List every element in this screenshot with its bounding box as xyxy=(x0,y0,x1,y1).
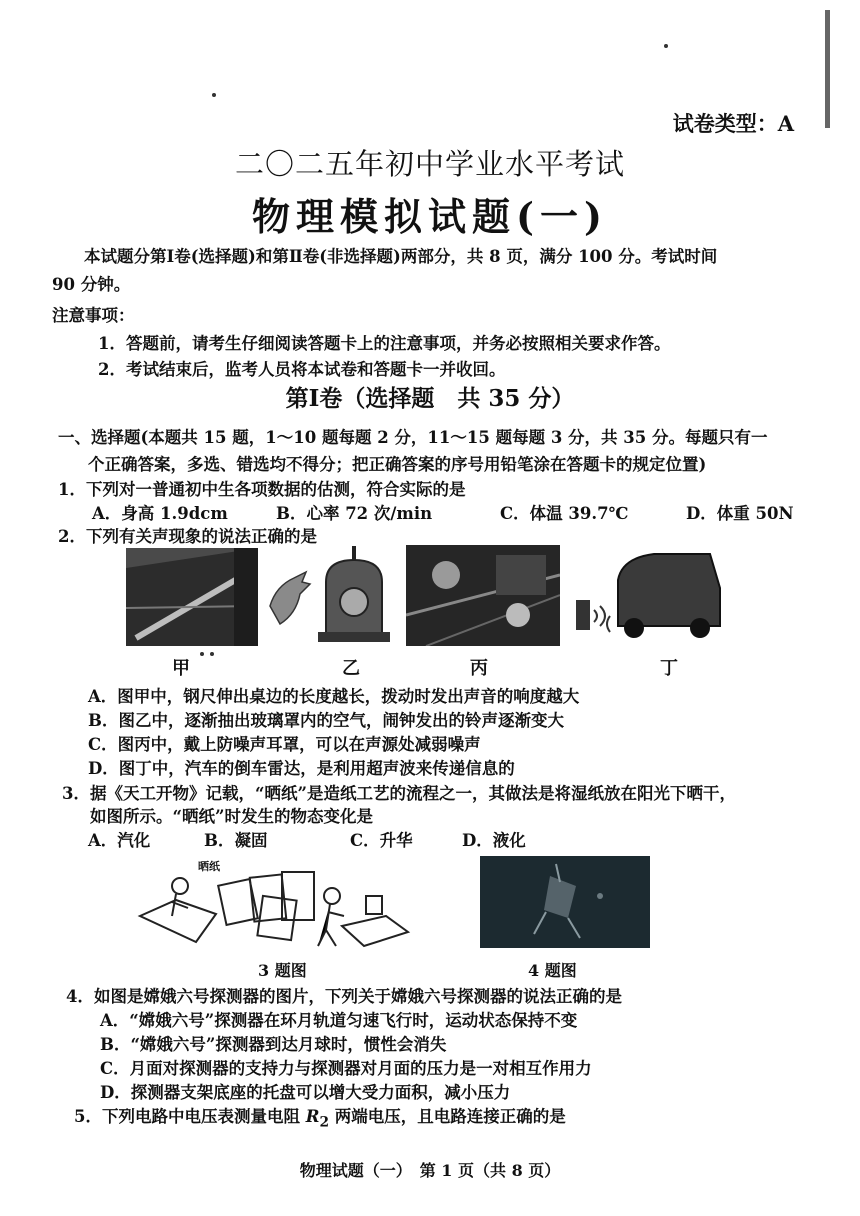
q3-option-d: D．液化 xyxy=(462,831,526,850)
q4-option-d: D．探测器支架底座的托盘可以增大受力面积，减小压力 xyxy=(100,1083,511,1102)
q2-figure-ding xyxy=(570,548,722,640)
bell-jar-image xyxy=(316,546,392,644)
q3-option-a: A．汽化 xyxy=(88,831,151,850)
q3-caption: 3 题图 xyxy=(258,961,307,980)
paper-drying-illustration xyxy=(136,856,412,952)
scan-speck xyxy=(664,44,668,48)
q5-stem xyxy=(74,1103,566,1130)
scan-edge-mark xyxy=(825,10,830,128)
scan-speck xyxy=(200,652,204,656)
page-footer: 物理试题（一） 第 1 页（共 8 页） xyxy=(299,1161,561,1180)
q3-line-1: 3．据《天工开物》记载，“晒纸”是造纸工艺的流程之一，其做法是将湿纸放在阳光下晒干， xyxy=(62,784,736,803)
ruler-on-desk-image xyxy=(126,548,258,646)
paper-type: 试卷类型：A xyxy=(672,111,794,136)
q2-figure-jia xyxy=(126,548,258,646)
q2-label-jia: 甲 xyxy=(172,658,190,679)
q5-stem-text: 5．下列电路中电压表测量电阻 xyxy=(74,1107,306,1126)
q2-label-ding: 丁 xyxy=(660,658,678,679)
intro-line-1: 本试题分第Ⅰ卷(选择题)和第Ⅱ卷(非选择题)两部分，共 8 页，满分 100 分。考试时间 xyxy=(84,247,718,266)
exam-subtitle: 物理模拟试题(一) xyxy=(252,194,608,239)
q2-option-d: D．图丁中，汽车的倒车雷达，是利用超声波来传递信息的 xyxy=(88,759,515,778)
section-instructions-1: 一、选择题(本题共 15 题，1～10 题每题 2 分，11～15 题每题 3 分，共 35 分。每题只有一 xyxy=(58,428,768,447)
q1-stem: 1．下列对一普通初中生各项数据的估测，符合实际的是 xyxy=(58,480,466,499)
q1-option-a: A．身高 1.9dcm xyxy=(92,504,228,523)
q1-option-d: D．体重 50N xyxy=(686,504,794,523)
q2-option-b: B．图乙中，逐渐抽出玻璃罩内的空气，闹钟发出的铃声逐渐变大 xyxy=(88,711,564,730)
exam-title: 二〇二五年初中学业水平考试 xyxy=(234,147,625,181)
q2-label-yi: 乙 xyxy=(342,658,360,679)
car-reversing-radar-image xyxy=(570,548,722,640)
q2-option-c: C．图丙中，戴上防噪声耳罩，可以在声源处减弱噪声 xyxy=(88,735,481,754)
q4-stem: 4．如图是嫦娥六号探测器的图片，下列关于嫦娥六号探测器的说法正确的是 xyxy=(66,987,622,1006)
q2-figure-bing xyxy=(406,545,560,646)
q1-option-b: B．心率 72 次/min xyxy=(276,504,433,523)
q4-option-a: A．“嫦娥六号”探测器在环月轨道匀速飞行时，运动状态保持不变 xyxy=(100,1011,578,1030)
intro-line-2: 90 分钟。 xyxy=(52,275,131,294)
q4-option-b: B．“嫦娥六号”探测器到达月球时，惯性会消失 xyxy=(100,1035,447,1054)
q3-figure xyxy=(136,856,412,952)
q5-resistor-subscript: 2 xyxy=(319,1114,330,1131)
q2-label-bing: 丙 xyxy=(470,658,488,679)
q4-figure xyxy=(480,856,650,948)
worker-with-earmuffs-image xyxy=(406,545,560,646)
q4-caption: 4 题图 xyxy=(528,961,577,980)
notes-item-1: 1．答题前，请考生仔细阅读答题卡上的注意事项，并务必按照相关要求作答。 xyxy=(98,334,671,353)
q3-option-b: B．凝固 xyxy=(204,831,268,850)
q2-stem: 2．下列有关声现象的说法正确的是 xyxy=(58,527,317,546)
q1-option-c: C．体温 39.7℃ xyxy=(500,504,629,523)
section-heading: 第Ⅰ卷（选择题 共 35 分） xyxy=(285,385,575,412)
scan-speck xyxy=(212,93,216,97)
section-instructions-2: 个正确答案，多选、错选均不得分；把正确答案的序号用铅笔涂在答题卡的规定位置) xyxy=(88,455,707,474)
q3-figure-label: 晒纸 xyxy=(198,860,220,873)
notes-item-2: 2．考试结束后，监考人员将本试卷和答题卡一并收回。 xyxy=(98,360,506,379)
q2-figure-yi xyxy=(316,546,392,644)
q5-resistor-symbol: R xyxy=(305,1107,320,1126)
q3-line-2: 如图所示。“晒纸”时发生的物态变化是 xyxy=(90,807,373,826)
q3-option-c: C．升华 xyxy=(350,831,413,850)
q4-option-c: C．月面对探测器的支持力与探测器对月面的压力是一对相互作用力 xyxy=(100,1059,592,1078)
scan-speck xyxy=(210,652,214,656)
change-e-6-probe-image xyxy=(480,856,650,948)
q2-hand-icon xyxy=(266,566,314,628)
q5-stem-text-end: 两端电压，且电路连接正确的是 xyxy=(329,1107,566,1126)
q2-option-a: A．图甲中，钢尺伸出桌边的长度越长，拨动时发出声音的响度越大 xyxy=(88,687,580,706)
notes-heading: 注意事项： xyxy=(52,306,135,325)
